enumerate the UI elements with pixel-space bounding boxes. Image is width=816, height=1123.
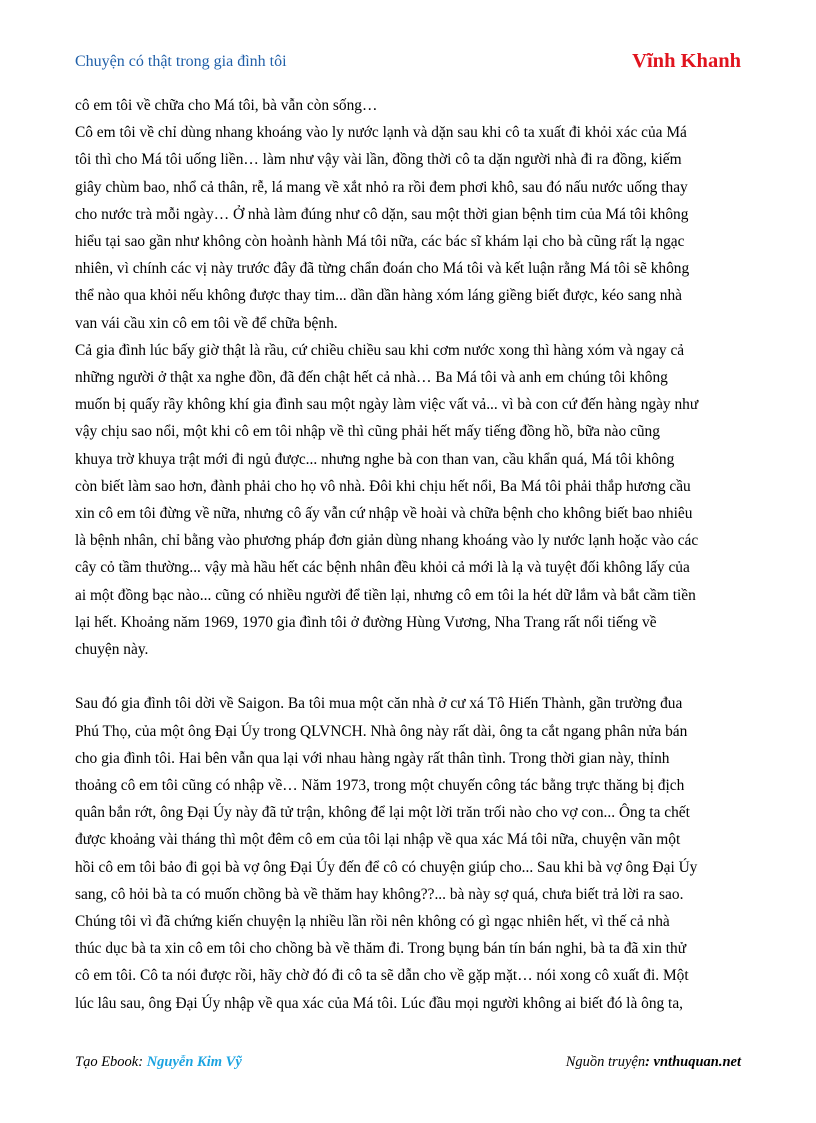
page-header — [75, 50, 741, 76]
ebook-label: Tạo Ebook — [75, 1054, 139, 1070]
page-body — [75, 92, 741, 1017]
source-site[interactable]: vnthuquan.net — [653, 1054, 741, 1070]
paragraph-3: Cả gia đình lúc bấy giờ thật là rầu, cứ chiều chiều sau khi cơm nước xong thì hàng xóm và ngay cả những người ở thật xa nghe đồn, đã đến chật hết cả nhà… Ba Má tôi và anh em chúng tôi không muốn bị quấy rầy không khí gia đình sau một ngày làm việc vất vả... vì bà con cứ đến hàng ngày như vậy chịu sao nổi, một khi cô em tôi nhập về thì cũng phải hết mấy tiếng đồng hồ, bữa nào cũng khuya trờ khuya trật mới đi ngủ được... nhưng nghe bà con than van, cầu khẩn quá, Má tôi không còn biết làm sao hơn, đành phải cho họ vô nhà. Đôi khi chịu hết nổi, Ba Má tôi phải thắp hương cầu xin cô em tôi đừng về nữa, nhưng cô ấy vẫn cứ nhập về hoài và chữa bệnh cho không biết bao nhiêu là bệnh nhân, chỉ bằng vào phương pháp đơn giản dùng nhang khoáng vào ly nước lạnh hoặc vào các cây cỏ tầm thường... vậy mà hầu hết các bệnh nhân đều khỏi cả mới là lạ và tuyệt đối không lấy của ai một đồng bạc nào... cũng có nhiều người để tiền lại, nhưng cô em tôi la hét dữ lắm và bắt cầm tiền lại hết. Khoảng năm 1969, 1970 gia đình tôi ở đường Hùng Vương, Nha Trang rất nổi tiếng về chuyện này. — [75, 341, 699, 659]
paragraph-4: Sau đó gia đình tôi dời về Saigon. Ba tôi mua một căn nhà ở cư xá Tô Hiến Thành, gần trường đua Phú Thọ, của một ông Đại Úy trong QLVNCH. Nhà ông này rất dài, ông ta cắt ngang phân nửa bán cho gia đình tôi. Hai bên vẫn qua lại với nhau hàng ngày rất thân tình. Trong thời gian này, thỉnh thoảng cô em tôi cũng có nhập về… Năm 1973, trong một chuyến công tác bằng trực thăng bị địch quân bắn rớt, ông Đại Úy này đã tử trận, không để lại một lời trăn trối nào cho vợ con... Ông ta chết được khoảng vài tháng thì một đêm cô em của tôi lại nhập về qua xác Má tôi nữa, chuyện vãn một hồi cô em tôi bảo đi gọi bà vợ ông Đại Úy đến để cô có chuyện giúp cho... Sau khi bà vợ ông Đại Úy sang, cô hỏi bà ta có muốn chồng bà về thăm hay không??... bà này sợ quá, chưa biết trả lời ra sao. Chúng tôi vì đã chứng kiến chuyện lạ nhiều lần rồi nên không có gì ngạc nhiên hết, vì thế cả nhà thúc dục bà ta xin cô em tôi cho chồng bà về thăm đi. Trong bụng bán tín bán nghi, bà ta đã xin thử cô em tôi. Cô ta nói được rồi, hãy chờ đó đi cô ta sẽ dẫn cho về gặp mặt… nói xong cô xuất đi. Một lúc lâu sau, ông Đại Úy nhập về qua xác của Má tôi. Lúc đầu mọi người không ai biết đó là ông ta, — [75, 695, 698, 1012]
ebook-author: Nguyễn Kim Vỹ — [146, 1054, 242, 1070]
paragraph-2: Cô em tôi về chỉ dùng nhang khoáng vào ly nước lạnh và dặn sau khi cô ta xuất đi khỏi xác của Má tôi thì cho Má tôi uống liền… làm như vậy vài lần, đồng thời cô ta dặn người nhà đi ra đồng, kiếm giây chùm bao, nhổ cả thân, rễ, lá mang về xắt nhỏ ra rồi đem phơi khô, sau đó nấu nước uống thay cho nước trà mỗi ngày… Ở nhà làm đúng như cô dặn, sau một thời gian bệnh tim của Má tôi không hiểu tại sao gần như không còn hoành hành Má tôi nữa, các bác sĩ khám lại cho bà cũng rất lạ ngạc nhiên, vì chính các vị này trước đây đã từng chẩn đoán cho Má tôi và kết luận rằng Má tôi sẽ không thể nào qua khỏi nếu không được thay tim... dần dần hàng xóm láng giềng biết được, kéo sang nhà van vái cầu xin cô em tôi về để chữa bệnh. — [75, 124, 690, 332]
paragraph-1: cô em tôi về chữa cho Má tôi, bà vẫn còn sống… — [75, 97, 378, 114]
source-label: Nguồn truyện — [565, 1054, 646, 1070]
paragraph-gap — [75, 663, 741, 690]
book-title: Chuyện có thật trong gia đình tôi — [75, 53, 287, 70]
ebook-credit: Tạo Ebook: Nguyễn Kim Vỹ — [75, 1054, 242, 1070]
author-name: Vĩnh Khanh — [632, 50, 741, 72]
page-footer — [75, 1054, 741, 1078]
source-credit: Nguồn truyện: vnthuquan.net — [565, 1054, 741, 1070]
